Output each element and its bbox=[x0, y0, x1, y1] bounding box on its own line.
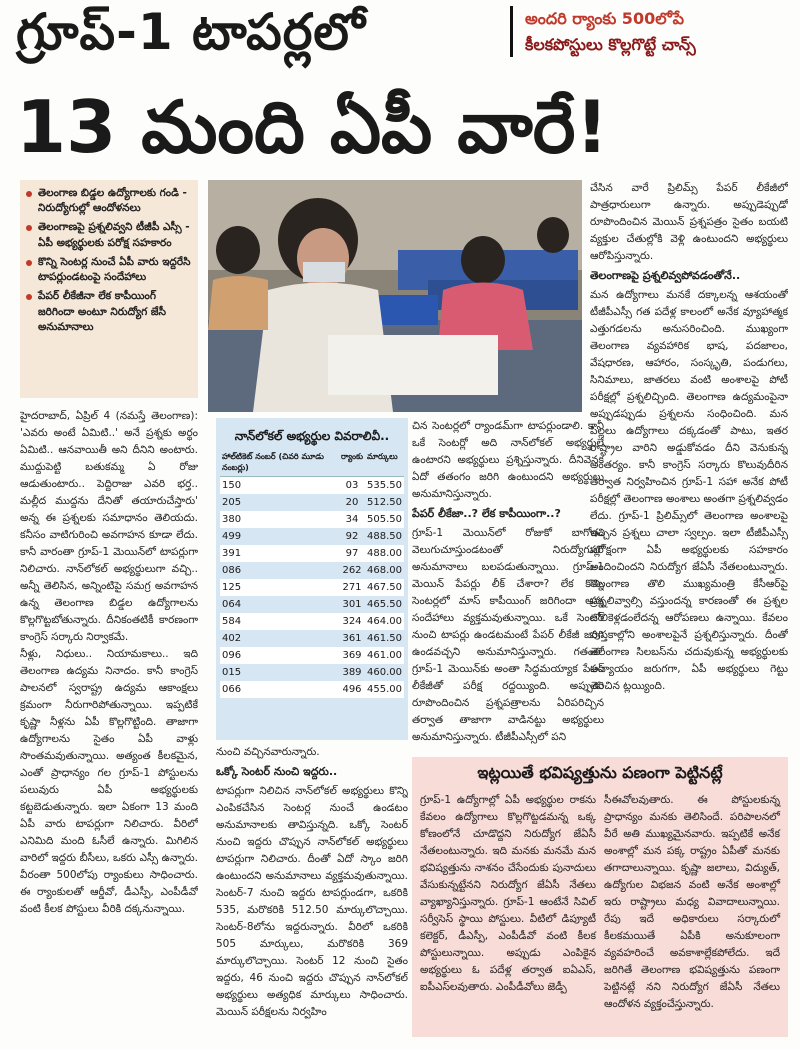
table-cell: 301 bbox=[342, 599, 362, 611]
table-cell: 465.50 bbox=[367, 599, 402, 611]
sidebar-text-left: గ్రూప్-1 ఉద్యోగాల్లో ఏపీ అభ్యర్థుల రాకను కేవలం ఉద్యోగాలు కొల్లగొట్టడమన్న ఒక్క కోణంలోనే చూడొద్దని నిరుద్యోగ జేఏసీ నేతలంటున్నారు. ఇది మనకు మనమే మన భవిష్యత్తును నాశనం చేసేందుకు పునాదులు వేసుకున్నట్టేనని నిరుద్యోగ జేఏసీ నేతలు వ్యాఖ్యానిస్తున్నారు. గ్రూప్-1 ఆంటేనే సివిల్ సర్వీసెస్ స్థాయి పోస్టులు. వీటిలో డిప్యూటీ కలెక్టర్, డీఎస్పీ, ఎంపీడీవో వంటి కీలక పోస్టులున్నాయి. అప్పుడు ఎంపికైన అభ్యర్థులు ఓ పదేళ్ల తర్వాత ఐఏఎస్, ఐపీఎస్‌లవుతారు. ఎంపీడీవోలు జెడ్పీ bbox=[420, 794, 596, 993]
table-cell: 205 bbox=[222, 497, 242, 509]
table-row bbox=[220, 681, 404, 698]
paragraph: మన ఉద్యోగాలు మనకే దక్కాలన్న ఆశయంతో టీజీపీఎస్సీ గత పదేళ్ల కాలంలో అనేక వ్యూహాత్మక ఎత్తుగడలను అనుసరించింది. ముఖ్యంగా తెలంగాణ వ్యవహారిక భాష, పదజాలం, వేషధారణ, ఆహారం, సంస్కృతి, పండుగలు, సినిమాలు, జాతరలు వంటి అంశాలపై పోటీ పరీక్షల్లో ప్రశ్నలిచ్చింది. తెలంగాణ ఉద్యమంపైనా అప్పుడప్పుడు ప్రశ్నలను సంధించింది. మన పిల్లలు ఉద్యోగాలు దక్కడంతో పాటు, ఇతర రాష్ట్రాల వారిని అడ్డుకోవడం దీని వెనుకున్న అంతర్యం. కానీ కాంగ్రెస్ సర్కారు కొలువుదీరిన తర్వాత నిర్వహించిన గ్రూప్-1 సహా అనేక పోటీ పరీక్షల్లో తెలంగాణ అంశాలు అంతగా ప్రశ్నలివ్వడం లేదు. గ్రూప్-1 ప్రిలిమ్స్‌లో తెలంగాణ అంశాలపై ఇచ్చిన ప్రశ్నలు చాలా స్వల్పం. ఇలా టీజీపీఎస్సీ పరోక్షంగా ఏపీ అభ్యర్థులకు సహకారం అందించిందని నిరుద్యోగ జేఏసీ నేతలంటున్నారు. తెలంగాణ తొలి ముఖ్యమంత్రి కేసీఆర్‌పై ప్రశ్నలివ్వాల్సి వస్తుందన్న కారణంతో ఈ ప్రశ్నల జోలికెళ్లడంలేదన్న ఆరోపణలు ఉన్నాయి. కేవలం పుస్తకాల్లోని అంశాలపైనే ప్రశ్నలిస్తున్నారు. దీంతో తెలంగాణ సిలబస్‌ను చదువుకున్న అభ్యర్థులకు అన్యాయం జరుగగా, ఏపీ అభ్యర్థులు గెట్టు తెరిచిన ట్లయ్యింది. bbox=[590, 288, 788, 692]
table-cell: 455.00 bbox=[365, 681, 404, 698]
table-cell: 015 bbox=[222, 667, 242, 679]
table-cell: 460.00 bbox=[367, 667, 402, 679]
table-cell: 391 bbox=[220, 545, 339, 562]
table-cell: 125 bbox=[220, 579, 339, 596]
table-cell: 324 bbox=[339, 613, 365, 630]
table-cell: 03 bbox=[339, 477, 365, 495]
table-header-marks: మార్కులు bbox=[365, 450, 404, 477]
sidebar-title: ఇట్లయితే భవిష్యత్తును పణంగా పెట్టినట్లే bbox=[477, 763, 723, 782]
table-title: నాన్‌లోకల్ అభ్యర్థుల వివరాలివీ.. bbox=[234, 429, 390, 443]
table-row bbox=[220, 511, 404, 528]
table-row bbox=[220, 477, 404, 495]
table-row bbox=[220, 647, 404, 664]
table-row bbox=[220, 562, 404, 579]
table-cell: 361 bbox=[342, 633, 362, 645]
table-row bbox=[220, 664, 404, 681]
table-cell: 512.50 bbox=[367, 497, 402, 509]
paragraph: నుంచి వచ్చినవారున్నారు. bbox=[216, 746, 320, 758]
table-row bbox=[220, 528, 404, 545]
article-column-4 bbox=[590, 180, 788, 752]
nonlocal-candidates-table bbox=[216, 418, 408, 740]
table-cell: 380 bbox=[220, 511, 339, 528]
exam-hall-photo bbox=[208, 180, 582, 412]
table-row bbox=[220, 613, 404, 630]
paragraph: నీళ్లు, నిధులు.. నియామకాలు.. ఇది తెలంగాణ ఉద్యమ నినాదం. కానీ కాంగ్రెస్ పాలనలో స్వరాష్ట్ర ఉద్యమ ఆకాంక్షలు క్రమంగా నీరుగారిపోతున్నాయి. ఇప్పటికే కృష్ణా నీళ్లను ఏపీ కొల్లగొట్టింది. తాజాగా ఉద్యోగాలను సైతం ఏపీ వాళ్లు సొంతమవుతున్నాయి. అత్యంత కీలకమైన, ఎంతో ప్రాధాన్యం గల గ్రూప్-1 పోస్టులను పలువురు ఏపీ అభ్యర్థులకు కట్టబెడుతున్నారు. ఇలా ఏకంగా 13 మంది ఏపీ వారు టాపర్లుగా నిలిచారు. వీరిలో ఎనిమిది మంది ఓసీలే ఉన్నారు. మిగిలిన వారిలో ఇద్దరు బీసీలు, ఒకరు ఎస్సీ ఉన్నారు. వీరంతా 500లోపు ర్యాంకులు సాధించారు. ఈ ర్యాంకులతో ఆర్డీవో, డీఎస్పీ, ఎంపీడీవో వంటి కీలక పోస్టులు వీరికి దక్కనున్నాయి. bbox=[20, 648, 198, 915]
table-row bbox=[220, 579, 404, 596]
table-row bbox=[220, 494, 404, 511]
paragraph: గ్రూప్-1 మెయిన్‌లో రోజుకో బాగోతం వెలుగుచూస్తుండటంతో నిరుద్యోగుల్లో అనుమానాలు బలపడుతున్నాయి. గ్రూప్-1 మెయిన్ పేపర్లు లీక్ చేశారా? లేక కొన్ని సెంటర్లలో మాస్ కాపీయింగ్ జరిగిందా అన్న సందేహాలు వ్యక్తమవుతున్నాయి. ఒకే సెంటర్ నుంచి టాపర్లు ఉండటమంటే పేపర్ లీకేజీ జరిగి ఉండవచ్చని అనుమానిస్తున్నారు. గతంలో గ్రూప్-1 మెయిన్‌కు అంతా సిద్ధమయ్యాక పేపర్ లీకేజీతో పరీక్ష రద్దయ్యింది. అప్పుడు రూపొందించిన ప్రశ్నపత్రాలను ఏరిపరిచ్చిన తర్వాత తాజాగా వాడినట్టు అభ్యర్థులు అనుమానిస్తున్నారు. టీజీపీఎస్సీలో పని bbox=[412, 526, 604, 743]
paragraph: టాపర్లుగా నిలిచిన నాన్‌లోకల్ అభ్యర్థులు కొన్ని ఎంపికచేసిన సెంటర్ల నుంచే ఉండటం అనుమానాలకు తావిస్తున్నది. ఒక్కో సెంటర్ నుంచి ఇద్దరు చొప్పున నాన్‌లోకల్ అభ్యర్థులు టాపర్లుగా నిలిచారు. దీంతో ఏదో స్కాం జరిగి ఉంటుందని అనుమానాలు వ్యక్తమవుతున్నాయి. సెంటర్-7 నుంచి ఇద్దరు టాపర్లుండగా, ఒకరికి 535, మరొకరికి 512.50 మార్కులొచ్చాయి. సెంటర్-8లోను ఇద్దరున్నారు. వీరిలో ఒకరికి 505 మార్కులు, మరొకరికి 369 మార్కులొచ్చాయి. సెంటర్ 12 నుంచి సైతం ఇద్దరు, 46 నుంచి ఇద్దరు చొప్పున నాన్‌లోకల్ అభ్యర్థులు అత్యధిక మార్కులు సాధించారు. మెయిన్ పరీక్షలను నిర్వహిం bbox=[216, 784, 408, 1018]
table-cell: 468.00 bbox=[367, 565, 402, 577]
table-row bbox=[220, 596, 404, 613]
table-cell: 096 bbox=[220, 647, 339, 664]
subheading: ఒక్కో సెంటర్ నుంచి ఇద్దరు.. bbox=[216, 765, 338, 778]
highlight-item: తెలంగాణపై ప్రశ్నలివ్వని టీజీపీ ఎస్సీ - ఏపీ అభ్యర్థులకు పరోక్ష సహకారం bbox=[26, 220, 194, 250]
table-cell: 086 bbox=[222, 565, 242, 577]
table-cell: 066 bbox=[220, 681, 339, 698]
table-cell: 488.00 bbox=[365, 545, 404, 562]
table-cell: 499 bbox=[222, 531, 242, 543]
sidebar-box bbox=[412, 757, 788, 1037]
table-header-hallticket: హాల్‌టికెట్ నంబర్ (చివరి మూడు నంబర్లు) bbox=[220, 450, 339, 477]
table-cell: 467.50 bbox=[365, 579, 404, 596]
table-cell: 34 bbox=[339, 511, 365, 528]
kicker-line-1: అందరి ర్యాంకు 500లోపే bbox=[525, 9, 684, 28]
table-row bbox=[220, 545, 404, 562]
highlight-item: పేపర్ లీకేజీనా లేక కాపీయింగ్ జరిగిందా అంటూ నిరుద్యోగ జేసీ అనుమానాలు bbox=[26, 289, 194, 335]
table-cell: 535.50 bbox=[365, 477, 404, 495]
kicker-line-2: కీలకపోస్టులు కొల్లగొట్టే చాన్స్ bbox=[525, 34, 696, 54]
table-cell: 488.50 bbox=[367, 531, 402, 543]
table-cell: 064 bbox=[222, 599, 242, 611]
table-cell: 262 bbox=[342, 565, 362, 577]
paragraph: చేసిన వారే ప్రిలిమ్స్ పేపర్ లీకేజీలో పాత్రధారులుగా ఉన్నారు. అప్పుడెప్పుడో రూపొందించిన మెయిన్ ప్రశ్నపత్రం సైతం బయటి వ్యక్తుల చేతుల్లోకి వెళ్లి ఉంటుందని అభ్యర్థులు ఆరోపిస్తున్నారు. bbox=[590, 182, 788, 262]
article-column-1 bbox=[20, 408, 198, 1044]
table-cell: 402 bbox=[222, 633, 242, 645]
table-cell: 20 bbox=[345, 497, 359, 509]
headline-line-2: 13 మంది ఏపీ వారే! bbox=[16, 85, 609, 169]
table-cell: 150 bbox=[220, 477, 339, 495]
table-cell: 584 bbox=[220, 613, 339, 630]
table-cell: 97 bbox=[339, 545, 365, 562]
paragraph: హైదరాబాద్, ఏప్రిల్ 4 (నమస్తే తెలంగాణ): 'ఎవరు అంటే ఏమిటి..' అనే ప్రశ్నకు అర్థం ఏమిటి.. ఆనవాయితీ అని దీనిని అంటారు. ముద్దుపెట్టి బతుకమ్మ ఏ రోజు ఆడుతుంటారు.. పెద్దిరాజు ఎవరి భర్త.. మల్లీద ముద్దను దేనితో తయారుచేస్తారు' అన్న ఈ ప్రశ్నలకు సమాధానం తెలియదు. కనీసం వాటిగురించి అవగాహన కూడా లేదు. కానీ వారంతా గ్రూప్-1 మెయిన్‌లో టాపర్లుగా నిలిచారు. నాన్‌లోకల్ అభ్యర్థులుగా వచ్చి.. అన్నీ తెలిసిన, అన్నింటిపై సమగ్ర అవగాహన ఉన్న తెలంగాణ బిడ్డల ఉద్యోగాలను కొల్లగొట్టబోతున్నారు. దీనికంతటికీ కారణంగా కాంగ్రెస్ సర్కారు నిర్వాకమే. bbox=[20, 410, 198, 643]
table-cell: 389 bbox=[342, 667, 362, 679]
sidebar-text-right: సీఈవోలవుతారు. ఈ పోస్టులకున్న ప్రాధాన్యం మనకు తెలిసిందే. పరిపాలనలో వీరే అతి ముఖ్యమైనవారు. ఇప్పటికే అనేక అంశాల్లో మన పక్క రాష్ట్రం ఏపీతో మనకు తగాదాలున్నాయి. కృష్ణా జలాలు, విద్యుత్, ఉద్యోగుల విభజన వంటి అనేక అంశాల్లో ఇరు రాష్ట్రాలు మధ్య వివాదాలున్నాయి. రేపు ఇదే అధికారులు సర్కారులో కీలకమయితే ఏపీకి అనుకూలంగా వ్యవహరించే అవకాశాల్లేకపోలేదు. ఇదే జరిగితే తెలంగాణ భవిష్యత్తును పణంగా పెట్టినట్లే నని నిరుద్యోగ జేఏసీ నేతలు ఆందోళన వ్యక్తంచేస్తున్నారు. bbox=[604, 794, 780, 1010]
subheading: పేపర్ లీకేజా..? లేక కాపీయింగా..? bbox=[412, 507, 561, 520]
paragraph: చిన సెంటర్లలో ర్యాండమ్‌గా టాపర్లుండాలి. కానీ ఒకే సెంటర్లో అది నాన్‌లోకల్ అభ్యర్థులే ఉంటారని అభ్యర్థులు ప్రశ్నిస్తున్నారు. దీనివెనక ఏదో తతంగం జరిగి ఉంటుందని అభ్యర్థులు అనుమానిస్తున్నారు. bbox=[412, 420, 604, 500]
table-cell: 464.00 bbox=[365, 613, 404, 630]
table-cell: 92 bbox=[345, 531, 359, 543]
table-cell: 271 bbox=[339, 579, 365, 596]
article-column-3 bbox=[412, 418, 604, 752]
kicker bbox=[510, 6, 790, 57]
highlight-item: కొన్ని సెంటర్ల నుంచే ఏపీ వారు ఇద్దరేసి టాపర్లుండటంపై సందేహాలు bbox=[26, 255, 194, 285]
table-row bbox=[220, 630, 404, 647]
headline-line-1: గ్రూప్-1 టాపర్లలో bbox=[16, 3, 366, 61]
table-cell: 369 bbox=[339, 647, 365, 664]
table-cell: 496 bbox=[339, 681, 365, 698]
subheading: తెలంగాణపై ప్రశ్నలివ్వపోవడంతోనే.. bbox=[590, 269, 741, 282]
table-cell: 461.50 bbox=[367, 633, 402, 645]
table-header-rank: ర్యాంకు bbox=[339, 450, 365, 477]
table-cell: 461.00 bbox=[365, 647, 404, 664]
highlights-box bbox=[20, 180, 198, 398]
article-column-2 bbox=[216, 744, 408, 1044]
table-cell: 505.50 bbox=[365, 511, 404, 528]
highlight-item: తెలంగాణ బిడ్డల ఉద్యోగాలకు గండి - నిరుద్యోగుల్లో ఆందోళనలు bbox=[26, 186, 194, 216]
